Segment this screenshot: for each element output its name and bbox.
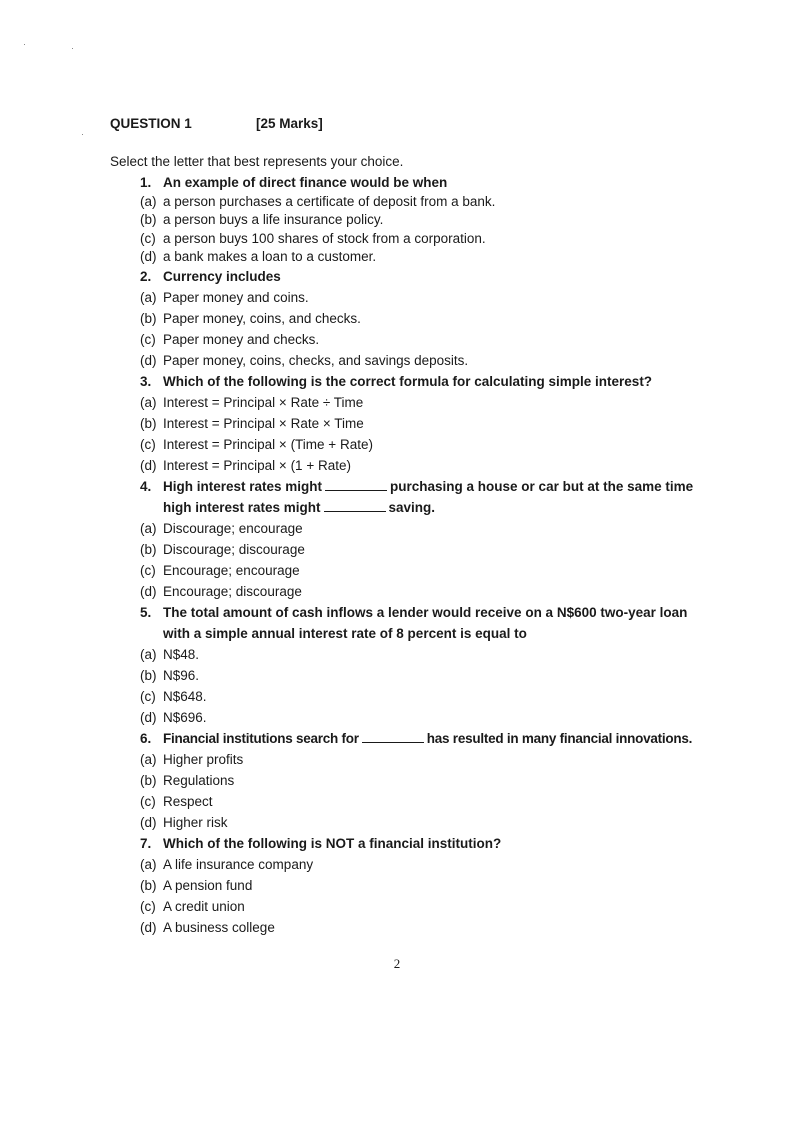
option-letter: (d) [140, 920, 157, 936]
option-text: Higher profits [163, 752, 244, 768]
question-stem [140, 476, 710, 518]
option-letter: (c) [140, 794, 156, 810]
question-number: 7. [140, 836, 152, 852]
option-b[interactable] [140, 211, 710, 229]
question-text-part-2: purchasing a house or car but at the same time high interest rates might [163, 479, 694, 516]
option-text: A credit union [163, 899, 245, 915]
scan-speck [24, 44, 25, 45]
option-b[interactable] [140, 539, 710, 560]
question-stem [140, 602, 710, 644]
answer-blank [324, 499, 386, 512]
question-1 [140, 173, 710, 266]
question-text-part-2: has resulted in many financial innovations. [426, 731, 693, 747]
option-letter: (d) [140, 248, 157, 264]
option-c[interactable] [140, 791, 710, 812]
option-b[interactable] [140, 770, 710, 791]
option-b[interactable] [140, 875, 710, 896]
option-c[interactable] [140, 230, 710, 248]
option-text: Paper money and coins. [163, 290, 309, 306]
option-text: Interest = Principal × (Time + Rate) [163, 437, 373, 453]
option-text: N$96. [163, 668, 200, 684]
question-stem [140, 728, 710, 749]
option-letter: (a) [140, 857, 157, 873]
question-text: The total amount of cash inflows a lender would receive on a N$600 two-year loan with a simple annual interest rate of 8 percent is equal to [163, 605, 688, 642]
option-a[interactable] [140, 644, 710, 665]
question-number: 2. [140, 269, 152, 285]
option-text: a person buys 100 shares of stock from a corporation. [163, 230, 486, 246]
option-letter: (d) [140, 815, 157, 831]
option-letter: (a) [140, 395, 157, 411]
option-text: Paper money and checks. [163, 332, 320, 348]
option-text: Paper money, coins, checks, and savings deposits. [163, 353, 469, 369]
question-header [110, 116, 323, 131]
option-d[interactable] [140, 248, 710, 266]
option-letter: (b) [140, 416, 157, 432]
option-d[interactable] [140, 455, 710, 476]
option-d[interactable] [140, 812, 710, 833]
question-stem [140, 266, 710, 287]
option-letter: (a) [140, 521, 157, 537]
option-text: a bank makes a loan to a customer. [163, 248, 377, 264]
question-text [163, 476, 710, 518]
option-a[interactable] [140, 749, 710, 770]
option-text: A pension fund [163, 878, 253, 894]
option-b[interactable] [140, 665, 710, 686]
option-c[interactable] [140, 434, 710, 455]
option-d[interactable] [140, 581, 710, 602]
option-text: Encourage; encourage [163, 563, 300, 579]
option-c[interactable] [140, 686, 710, 707]
option-text: a person purchases a certificate of deposit from a bank. [163, 194, 496, 209]
option-letter: (d) [140, 353, 157, 369]
scan-speck [82, 134, 83, 135]
option-a[interactable] [140, 518, 710, 539]
question-2 [140, 266, 710, 371]
option-letter: (d) [140, 710, 157, 726]
question-number: 4. [140, 479, 152, 495]
question-4 [140, 476, 710, 602]
option-text: Interest = Principal × (1 + Rate) [163, 458, 351, 474]
option-text: N$648. [163, 689, 207, 705]
option-c[interactable] [140, 329, 710, 350]
option-letter: (a) [140, 290, 157, 306]
question-number: 3. [140, 374, 152, 390]
option-b[interactable] [140, 413, 710, 434]
option-letter: (c) [140, 899, 156, 915]
question-number: 5. [140, 605, 152, 621]
option-letter: (b) [140, 542, 157, 558]
option-c[interactable] [140, 560, 710, 581]
question-number: 1. [140, 175, 152, 190]
option-letter: (c) [140, 230, 156, 246]
question-stem [140, 371, 710, 392]
option-d[interactable] [140, 350, 710, 371]
question-number: 6. [140, 731, 152, 747]
answer-blank [325, 478, 387, 491]
option-c[interactable] [140, 896, 710, 917]
option-d[interactable] [140, 917, 710, 938]
option-d[interactable] [140, 707, 710, 728]
question-text: An example of direct finance would be when [163, 175, 448, 190]
option-a[interactable] [140, 392, 710, 413]
option-text: N$48. [163, 647, 200, 663]
option-text: A business college [163, 920, 275, 936]
option-letter: (b) [140, 311, 157, 327]
option-letter: (a) [140, 752, 157, 768]
instruction-text: Select the letter that best represents your choice. [110, 154, 404, 169]
option-text: Paper money, coins, and checks. [163, 311, 361, 327]
question-7 [140, 833, 710, 938]
question-text-part-3: saving. [388, 500, 436, 516]
option-letter: (d) [140, 584, 157, 600]
option-a[interactable] [140, 854, 710, 875]
question-list [140, 173, 710, 938]
option-letter: (b) [140, 773, 157, 789]
option-letter: (c) [140, 563, 156, 579]
page-number: 2 [393, 956, 401, 971]
question-5 [140, 602, 710, 728]
option-text: Discourage; discourage [163, 542, 305, 558]
question-stem [140, 833, 710, 854]
option-b[interactable] [140, 308, 710, 329]
scan-speck [72, 48, 73, 49]
option-text: N$696. [163, 710, 207, 726]
question-text: Which of the following is the correct formula for calculating simple interest? [163, 374, 653, 390]
option-letter: (c) [140, 437, 156, 453]
option-a[interactable] [140, 193, 710, 211]
option-text: Higher risk [163, 815, 228, 831]
option-letter: (b) [140, 878, 157, 894]
option-a[interactable] [140, 287, 710, 308]
question-3 [140, 371, 710, 476]
question-text-part-1: High interest rates might [163, 479, 323, 495]
question-text [163, 728, 710, 749]
option-letter: (a) [140, 647, 157, 663]
option-text: Interest = Principal × Rate × Time [163, 416, 364, 432]
question-text-part-1: Financial institutions search for [163, 731, 359, 747]
question-text: Which of the following is NOT a financial institution? [163, 836, 502, 852]
option-text: a person buys a life insurance policy. [163, 212, 384, 228]
question-text: Currency includes [163, 269, 281, 285]
option-text: Encourage; discourage [163, 584, 302, 600]
question-marks: [25 Marks] [256, 116, 323, 131]
option-text: Regulations [163, 773, 235, 789]
question-title: QUESTION 1 [110, 116, 192, 131]
option-text: Interest = Principal × Rate ÷ Time [163, 395, 364, 411]
answer-blank [362, 730, 424, 743]
option-letter: (d) [140, 458, 157, 474]
option-text: Respect [163, 794, 213, 810]
option-letter: (b) [140, 212, 157, 228]
option-letter: (c) [140, 689, 156, 705]
option-text: Discourage; encourage [163, 521, 303, 537]
option-letter: (b) [140, 668, 157, 684]
question-stem [140, 173, 710, 193]
option-text: A life insurance company [163, 857, 314, 873]
option-letter: (a) [140, 194, 157, 209]
option-letter: (c) [140, 332, 156, 348]
question-6 [140, 728, 710, 833]
